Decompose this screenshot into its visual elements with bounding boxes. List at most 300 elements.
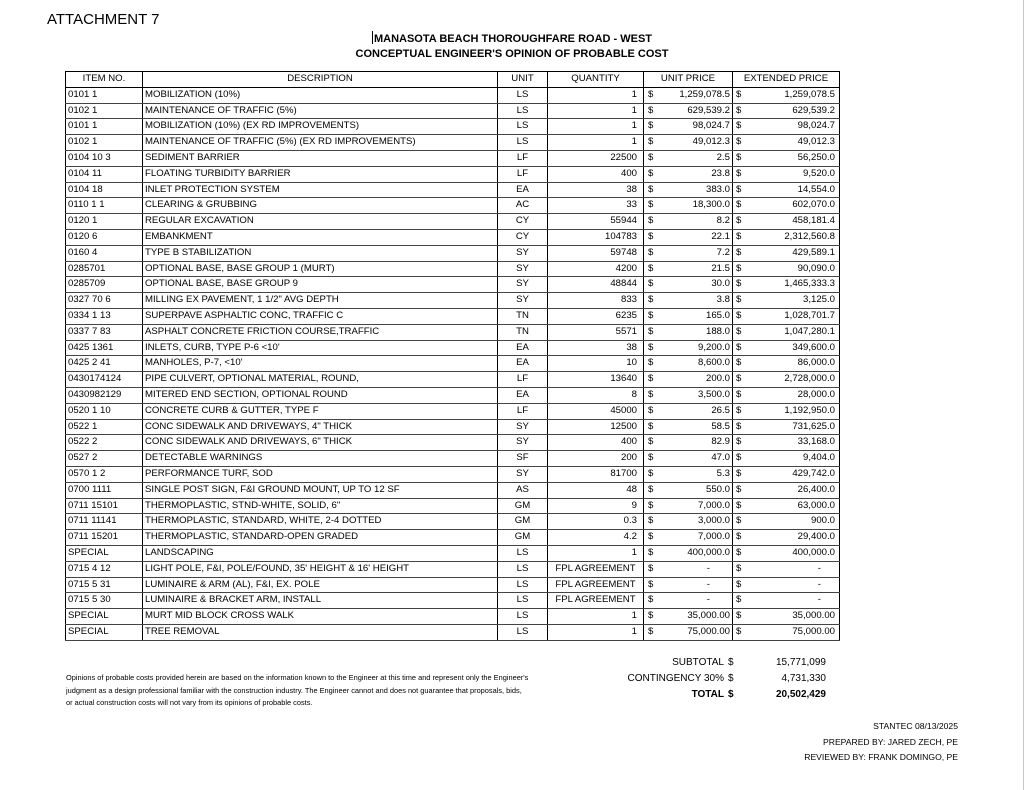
- extended-price-cell: 349,600.0: [745, 340, 840, 356]
- description-cell: PERFORMANCE TURF, SOD: [143, 466, 498, 482]
- extended-price-cell: 28,000.0: [745, 387, 840, 403]
- disclaimer-line: Opinions of probable costs provided herein are based on the information known to the Engineer at this time and represent only the Engineer's: [66, 673, 529, 682]
- item-no-cell: 0104 10 3: [66, 150, 143, 166]
- item-no-cell: 0570 1 2: [66, 466, 143, 482]
- unit-cell: EA: [498, 182, 548, 198]
- extended-price-cell: 1,028,701.7: [745, 308, 840, 324]
- contingency-value: 4,731,330: [781, 673, 826, 684]
- description-cell: SEDIMENT BARRIER: [143, 150, 498, 166]
- quantity-cell: 1: [548, 624, 644, 640]
- unit-price-cell: 30.0: [656, 277, 733, 293]
- extended-price-currency: $: [733, 340, 745, 356]
- quantity-cell: 38: [548, 340, 644, 356]
- unit-price-cell: -: [656, 561, 733, 577]
- description-cell: MOBILIZATION (10%): [143, 87, 498, 103]
- item-no-cell: 0120 6: [66, 229, 143, 245]
- unit-price-cell: 75,000.00: [656, 624, 733, 640]
- extended-price-cell: 731,625.0: [745, 419, 840, 435]
- unit-price-currency: $: [644, 561, 656, 577]
- extended-price-currency: $: [733, 482, 745, 498]
- quantity-cell: 48: [548, 482, 644, 498]
- unit-cell: SY: [498, 466, 548, 482]
- extended-price-cell: 33,168.0: [745, 435, 840, 451]
- table-row: [66, 530, 840, 546]
- extended-price-currency: $: [733, 530, 745, 546]
- unit-price-cell: 47.0: [656, 451, 733, 467]
- extended-price-cell: 458,181.4: [745, 214, 840, 230]
- extended-price-cell: -: [745, 593, 840, 609]
- table-row: [66, 387, 840, 403]
- table-row: [66, 135, 840, 151]
- header-extended-price: EXTENDED PRICE: [733, 72, 840, 88]
- total-label: TOTAL: [691, 689, 724, 700]
- unit-price-currency: $: [644, 229, 656, 245]
- cost-table: [65, 71, 840, 641]
- quantity-cell: 8: [548, 387, 644, 403]
- extended-price-currency: $: [733, 324, 745, 340]
- unit-price-cell: 21.5: [656, 261, 733, 277]
- unit-price-currency: $: [644, 530, 656, 546]
- unit-price-cell: 22.1: [656, 229, 733, 245]
- unit-price-currency: $: [644, 87, 656, 103]
- description-cell: CONC SIDEWALK AND DRIVEWAYS, 6" THICK: [143, 435, 498, 451]
- unit-price-cell: 98,024.7: [656, 119, 733, 135]
- item-no-cell: 0700 1111: [66, 482, 143, 498]
- extended-price-currency: $: [733, 308, 745, 324]
- unit-price-cell: 7.2: [656, 245, 733, 261]
- document-subtitle: CONCEPTUAL ENGINEER'S OPINION OF PROBABLE COST: [355, 48, 669, 60]
- quantity-cell: 1: [548, 119, 644, 135]
- quantity-cell: 833: [548, 293, 644, 309]
- extended-price-currency: $: [733, 198, 745, 214]
- unit-price-currency: $: [644, 403, 656, 419]
- quantity-cell: FPL AGREEMENT: [548, 577, 644, 593]
- extended-price-currency: $: [733, 261, 745, 277]
- item-no-cell: 0715 5 30: [66, 593, 143, 609]
- item-no-cell: 0104 18: [66, 182, 143, 198]
- quantity-cell: 4.2: [548, 530, 644, 546]
- extended-price-cell: 900.0: [745, 514, 840, 530]
- unit-price-currency: $: [644, 545, 656, 561]
- description-cell: REGULAR EXCAVATION: [143, 214, 498, 230]
- description-cell: MAINTENANCE OF TRAFFIC (5%): [143, 103, 498, 119]
- description-cell: LANDSCAPING: [143, 545, 498, 561]
- unit-cell: SY: [498, 419, 548, 435]
- description-cell: THERMOPLASTIC, STANDARD, WHITE, 2-4 DOTTED: [143, 514, 498, 530]
- header-unit-price: UNIT PRICE: [644, 72, 733, 88]
- quantity-cell: 81700: [548, 466, 644, 482]
- unit-price-currency: $: [644, 150, 656, 166]
- description-cell: CONCRETE CURB & GUTTER, TYPE F: [143, 403, 498, 419]
- extended-price-cell: 63,000.0: [745, 498, 840, 514]
- unit-cell: SY: [498, 277, 548, 293]
- item-no-cell: 0101 1: [66, 87, 143, 103]
- unit-cell: CY: [498, 229, 548, 245]
- extended-price-currency: $: [733, 229, 745, 245]
- table-row: [66, 482, 840, 498]
- quantity-cell: 1: [548, 135, 644, 151]
- document-title: [0, 31, 1024, 45]
- extended-price-cell: -: [745, 561, 840, 577]
- subtotal-label: SUBTOTAL: [672, 657, 724, 668]
- unit-price-currency: $: [644, 293, 656, 309]
- table-row: [66, 593, 840, 609]
- extended-price-cell: 9,520.0: [745, 166, 840, 182]
- unit-price-currency: $: [644, 182, 656, 198]
- quantity-cell: 1: [548, 609, 644, 625]
- unit-cell: LS: [498, 577, 548, 593]
- table-row: [66, 198, 840, 214]
- unit-cell: LS: [498, 87, 548, 103]
- header-description: DESCRIPTION: [143, 72, 498, 88]
- quantity-cell: 400: [548, 435, 644, 451]
- quantity-cell: 4200: [548, 261, 644, 277]
- description-cell: MOBILIZATION (10%) (EX RD IMPROVEMENTS): [143, 119, 498, 135]
- item-no-cell: 0711 15101: [66, 498, 143, 514]
- item-no-cell: 0101 1: [66, 119, 143, 135]
- quantity-cell: 55944: [548, 214, 644, 230]
- unit-price-currency: $: [644, 482, 656, 498]
- text-cursor: [372, 31, 373, 44]
- extended-price-currency: $: [733, 609, 745, 625]
- unit-price-cell: 7,000.0: [656, 498, 733, 514]
- quantity-cell: 33: [548, 198, 644, 214]
- firm-date: STANTEC 08/13/2025: [873, 721, 958, 731]
- unit-price-currency: $: [644, 277, 656, 293]
- quantity-cell: 38: [548, 182, 644, 198]
- item-no-cell: 0711 15201: [66, 530, 143, 546]
- description-cell: MITERED END SECTION, OPTIONAL ROUND: [143, 387, 498, 403]
- unit-price-cell: 1,259,078.5: [656, 87, 733, 103]
- unit-price-currency: $: [644, 340, 656, 356]
- item-no-cell: 0430174124: [66, 372, 143, 388]
- item-no-cell: 0120 1: [66, 214, 143, 230]
- extended-price-cell: -: [745, 577, 840, 593]
- unit-cell: GM: [498, 530, 548, 546]
- unit-cell: CY: [498, 214, 548, 230]
- unit-price-currency: $: [644, 324, 656, 340]
- description-cell: EMBANKMENT: [143, 229, 498, 245]
- description-cell: THERMOPLASTIC, STANDARD-OPEN GRADED: [143, 530, 498, 546]
- table-row: [66, 561, 840, 577]
- table-row: [66, 214, 840, 230]
- item-no-cell: 0160 4: [66, 245, 143, 261]
- extended-price-cell: 1,259,078.5: [745, 87, 840, 103]
- quantity-cell: 9: [548, 498, 644, 514]
- unit-price-cell: 18,300.0: [656, 198, 733, 214]
- unit-price-currency: $: [644, 435, 656, 451]
- description-cell: MILLING EX PAVEMENT, 1 1/2" AVG DEPTH: [143, 293, 498, 309]
- table-row: [66, 577, 840, 593]
- extended-price-cell: 26,400.0: [745, 482, 840, 498]
- unit-price-currency: $: [644, 624, 656, 640]
- table-row: [66, 372, 840, 388]
- unit-price-cell: 550.0: [656, 482, 733, 498]
- header-quantity: QUANTITY: [548, 72, 644, 88]
- extended-price-cell: 49,012.3: [745, 135, 840, 151]
- unit-cell: LS: [498, 545, 548, 561]
- table-row: [66, 514, 840, 530]
- item-no-cell: 0425 2 41: [66, 356, 143, 372]
- total-currency: $: [728, 689, 734, 700]
- unit-price-currency: $: [644, 135, 656, 151]
- description-cell: LUMINAIRE & BRACKET ARM, INSTALL: [143, 593, 498, 609]
- extended-price-cell: 29,400.0: [745, 530, 840, 546]
- extended-price-cell: 2,312,560.8: [745, 229, 840, 245]
- quantity-cell: 59748: [548, 245, 644, 261]
- unit-cell: LS: [498, 119, 548, 135]
- extended-price-cell: 75,000.00: [745, 624, 840, 640]
- table-row: [66, 451, 840, 467]
- unit-price-cell: -: [656, 577, 733, 593]
- extended-price-currency: $: [733, 293, 745, 309]
- description-cell: SINGLE POST SIGN, F&I GROUND MOUNT, UP TO 12 SF: [143, 482, 498, 498]
- extended-price-currency: $: [733, 182, 745, 198]
- subtotal-value: 15,771,099: [775, 657, 826, 668]
- unit-price-cell: 58.5: [656, 419, 733, 435]
- quantity-cell: 48844: [548, 277, 644, 293]
- extended-price-cell: 429,742.0: [745, 466, 840, 482]
- unit-cell: SY: [498, 261, 548, 277]
- description-cell: DETECTABLE WARNINGS: [143, 451, 498, 467]
- description-cell: FLOATING TURBIDITY BARRIER: [143, 166, 498, 182]
- unit-price-cell: 8,600.0: [656, 356, 733, 372]
- quantity-cell: 0.3: [548, 514, 644, 530]
- unit-price-currency: $: [644, 166, 656, 182]
- extended-price-cell: 14,554.0: [745, 182, 840, 198]
- item-no-cell: SPECIAL: [66, 545, 143, 561]
- cost-table-body: [66, 87, 840, 640]
- extended-price-cell: 56,250.0: [745, 150, 840, 166]
- unit-price-currency: $: [644, 308, 656, 324]
- extended-price-cell: 602,070.0: [745, 198, 840, 214]
- item-no-cell: 0337 7 83: [66, 324, 143, 340]
- item-no-cell: 0715 5 31: [66, 577, 143, 593]
- unit-price-cell: 629,539.2: [656, 103, 733, 119]
- table-row: [66, 609, 840, 625]
- extended-price-cell: 400,000.0: [745, 545, 840, 561]
- unit-price-cell: 8.2: [656, 214, 733, 230]
- item-no-cell: 0711 11141: [66, 514, 143, 530]
- quantity-cell: 1: [548, 103, 644, 119]
- unit-price-currency: $: [644, 356, 656, 372]
- extended-price-currency: $: [733, 214, 745, 230]
- reviewed-by: REVIEWED BY: FRANK DOMINGO, PE: [804, 752, 958, 762]
- unit-price-cell: 3,500.0: [656, 387, 733, 403]
- unit-price-cell: 383.0: [656, 182, 733, 198]
- extended-price-currency: $: [733, 624, 745, 640]
- unit-price-currency: $: [644, 261, 656, 277]
- unit-price-currency: $: [644, 387, 656, 403]
- unit-price-currency: $: [644, 577, 656, 593]
- description-cell: OPTIONAL BASE, BASE GROUP 9: [143, 277, 498, 293]
- description-cell: CLEARING & GRUBBING: [143, 198, 498, 214]
- unit-cell: LS: [498, 593, 548, 609]
- description-cell: INLET PROTECTION SYSTEM: [143, 182, 498, 198]
- unit-price-currency: $: [644, 609, 656, 625]
- unit-cell: EA: [498, 387, 548, 403]
- total-value: 20,502,429: [775, 689, 826, 700]
- extended-price-currency: $: [733, 135, 745, 151]
- table-row: [66, 419, 840, 435]
- description-cell: TYPE B STABILIZATION: [143, 245, 498, 261]
- unit-price-currency: $: [644, 514, 656, 530]
- extended-price-cell: 98,024.7: [745, 119, 840, 135]
- extended-price-currency: $: [733, 356, 745, 372]
- item-no-cell: 0425 1361: [66, 340, 143, 356]
- extended-price-cell: 3,125.0: [745, 293, 840, 309]
- table-row: [66, 356, 840, 372]
- extended-price-cell: 90,090.0: [745, 261, 840, 277]
- unit-price-currency: $: [644, 466, 656, 482]
- extended-price-currency: $: [733, 545, 745, 561]
- table-row: [66, 119, 840, 135]
- unit-price-currency: $: [644, 103, 656, 119]
- extended-price-currency: $: [733, 277, 745, 293]
- unit-cell: LS: [498, 103, 548, 119]
- unit-price-cell: 26.5: [656, 403, 733, 419]
- extended-price-currency: $: [733, 514, 745, 530]
- table-row: [66, 308, 840, 324]
- extended-price-cell: 86,000.0: [745, 356, 840, 372]
- item-no-cell: 0110 1 1: [66, 198, 143, 214]
- description-cell: THERMOPLASTIC, STND-WHITE, SOLID, 6": [143, 498, 498, 514]
- unit-cell: LS: [498, 135, 548, 151]
- table-row: [66, 340, 840, 356]
- unit-price-cell: 49,012.3: [656, 135, 733, 151]
- unit-price-cell: 82.9: [656, 435, 733, 451]
- extended-price-currency: $: [733, 451, 745, 467]
- quantity-cell: 1: [548, 545, 644, 561]
- item-no-cell: 0527 2: [66, 451, 143, 467]
- table-row: [66, 498, 840, 514]
- unit-price-cell: 35,000.00: [656, 609, 733, 625]
- unit-price-cell: 5.3: [656, 466, 733, 482]
- extended-price-currency: $: [733, 166, 745, 182]
- description-cell: MAINTENANCE OF TRAFFIC (5%) (EX RD IMPROVEMENTS): [143, 135, 498, 151]
- disclaimer: [66, 672, 536, 710]
- subtotal-currency: $: [728, 657, 734, 668]
- item-no-cell: SPECIAL: [66, 609, 143, 625]
- table-row: [66, 103, 840, 119]
- prepared-by: PREPARED BY: JARED ZECH, PE: [823, 737, 958, 747]
- item-no-cell: 0285701: [66, 261, 143, 277]
- quantity-cell: 104783: [548, 229, 644, 245]
- unit-price-cell: 400,000.0: [656, 545, 733, 561]
- extended-price-cell: 1,047,280.1: [745, 324, 840, 340]
- unit-price-cell: 3.8: [656, 293, 733, 309]
- quantity-cell: 10: [548, 356, 644, 372]
- contingency-currency: $: [728, 673, 734, 684]
- unit-cell: LF: [498, 150, 548, 166]
- item-no-cell: 0715 4 12: [66, 561, 143, 577]
- table-row: [66, 166, 840, 182]
- unit-cell: GM: [498, 498, 548, 514]
- unit-cell: LS: [498, 624, 548, 640]
- unit-cell: SY: [498, 245, 548, 261]
- quantity-cell: 45000: [548, 403, 644, 419]
- unit-price-currency: $: [644, 245, 656, 261]
- attachment-label: ATTACHMENT 7: [47, 11, 160, 28]
- unit-price-currency: $: [644, 498, 656, 514]
- description-cell: ASPHALT CONCRETE FRICTION COURSE,TRAFFIC: [143, 324, 498, 340]
- unit-cell: SY: [498, 293, 548, 309]
- extended-price-currency: $: [733, 498, 745, 514]
- disclaimer-line: or actual construction costs will not vary from its opinions of probable costs.: [66, 698, 313, 707]
- item-no-cell: 0430982129: [66, 387, 143, 403]
- item-no-cell: 0102 1: [66, 135, 143, 151]
- extended-price-cell: 2,728,000.0: [745, 372, 840, 388]
- table-row: [66, 624, 840, 640]
- quantity-cell: 1: [548, 87, 644, 103]
- extended-price-currency: $: [733, 403, 745, 419]
- item-no-cell: 0522 2: [66, 435, 143, 451]
- table-row: [66, 545, 840, 561]
- extended-price-currency: $: [733, 419, 745, 435]
- description-cell: OPTIONAL BASE, BASE GROUP 1 (MURT): [143, 261, 498, 277]
- description-cell: LIGHT POLE, F&I, POLE/FOUND, 35' HEIGHT & 16' HEIGHT: [143, 561, 498, 577]
- item-no-cell: SPECIAL: [66, 624, 143, 640]
- unit-price-currency: $: [644, 214, 656, 230]
- table-row: [66, 245, 840, 261]
- unit-cell: LS: [498, 609, 548, 625]
- unit-cell: LF: [498, 372, 548, 388]
- quantity-cell: 22500: [548, 150, 644, 166]
- extended-price-currency: $: [733, 372, 745, 388]
- unit-price-cell: 9,200.0: [656, 340, 733, 356]
- extended-price-currency: $: [733, 387, 745, 403]
- quantity-cell: 13640: [548, 372, 644, 388]
- quantity-cell: 200: [548, 451, 644, 467]
- description-cell: MURT MID BLOCK CROSS WALK: [143, 609, 498, 625]
- unit-cell: LF: [498, 166, 548, 182]
- unit-price-cell: 3,000.0: [656, 514, 733, 530]
- table-row: [66, 403, 840, 419]
- description-cell: SUPERPAVE ASPHALTIC CONC, TRAFFIC C: [143, 308, 498, 324]
- contingency-label: CONTINGENCY 30%: [627, 673, 724, 684]
- description-cell: LUMINAIRE & ARM (AL), F&I, EX. POLE: [143, 577, 498, 593]
- extended-price-cell: 429,589.1: [745, 245, 840, 261]
- table-row: [66, 261, 840, 277]
- unit-cell: AS: [498, 482, 548, 498]
- unit-cell: SF: [498, 451, 548, 467]
- extended-price-currency: $: [733, 561, 745, 577]
- table-row: [66, 277, 840, 293]
- item-no-cell: 0104 11: [66, 166, 143, 182]
- table-row: [66, 324, 840, 340]
- table-row: [66, 293, 840, 309]
- description-cell: CONC SIDEWALK AND DRIVEWAYS, 4" THICK: [143, 419, 498, 435]
- description-cell: INLETS, CURB, TYPE P-6 <10': [143, 340, 498, 356]
- table-row: [66, 435, 840, 451]
- item-no-cell: 0102 1: [66, 103, 143, 119]
- table-row: [66, 466, 840, 482]
- header-item-no: ITEM NO.: [66, 72, 143, 88]
- quantity-cell: 400: [548, 166, 644, 182]
- extended-price-currency: $: [733, 435, 745, 451]
- unit-price-cell: 23.8: [656, 166, 733, 182]
- description-cell: PIPE CULVERT, OPTIONAL MATERIAL, ROUND,: [143, 372, 498, 388]
- extended-price-currency: $: [733, 103, 745, 119]
- quantity-cell: FPL AGREEMENT: [548, 561, 644, 577]
- document-title-text: MANASOTA BEACH THOROUGHFARE ROAD - WEST: [373, 33, 653, 45]
- extended-price-currency: $: [733, 593, 745, 609]
- item-no-cell: 0327 70 6: [66, 293, 143, 309]
- extended-price-cell: 1,465,333.3: [745, 277, 840, 293]
- table-row: [66, 150, 840, 166]
- description-cell: MANHOLES, P-7, <10': [143, 356, 498, 372]
- unit-cell: SY: [498, 435, 548, 451]
